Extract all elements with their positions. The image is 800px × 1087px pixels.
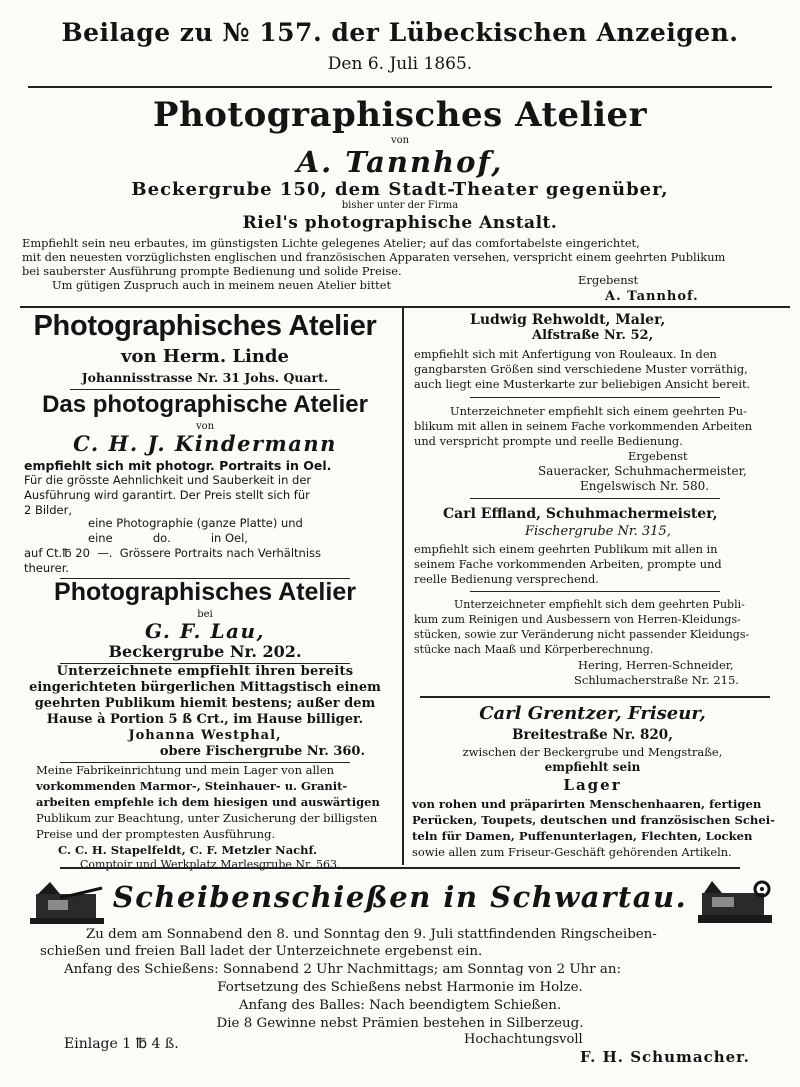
masthead-rule — [28, 86, 772, 88]
grentzer-between: zwischen der Beckergrube und Mengstraße, — [462, 745, 723, 759]
kindermann-line-6: eine do. in Oel, — [88, 531, 248, 545]
tannhof-von: von — [390, 135, 410, 146]
schwartau-title: Scheibenschießen in Schwartau. — [112, 880, 688, 914]
schwartau-signature: F. H. Schumacher. — [580, 1048, 750, 1066]
stapelfeldt-line-5: Preise und der promptesten Ausführung. — [36, 827, 276, 841]
effland-line-3: reelle Bedienung versprechend. — [414, 572, 599, 586]
rehwoldt-line-3: auch liegt eine Musterkarte zur beliebigen Ansicht bereit. — [414, 377, 751, 391]
westphal-line-1: Unterzeichnete empfiehlt ihren bereits — [56, 664, 354, 679]
kindermann-von: von — [195, 421, 215, 432]
column-divider — [402, 308, 404, 865]
schwartau-line-4: Fortsetzung des Schießens nebst Harmonie im Holze. — [217, 980, 583, 995]
saueracker-line-1: Unterzeichneter empfiehlt sich einem geehrten Pu- — [450, 404, 747, 418]
section-rule — [20, 306, 790, 308]
kindermann-line-7: auf Ct.℔ 20 —. Grössere Portraits nach Verhältniss — [24, 546, 322, 560]
stapelfeldt-line-4: Publikum zur Beachtung, unter Zusicherung der billigsten — [36, 811, 378, 825]
saueracker-sig-2: Engelswisch Nr. 580. — [580, 479, 710, 493]
rehwoldt-line-2: gangbarsten Größen sind verschiedene Muster vorräthig, — [414, 362, 748, 376]
hering-line-3: stücken, sowie zur Veränderung nicht passender Kleidungs- — [414, 628, 750, 641]
saueracker-line-3: und verspricht prompte und reelle Bedienung. — [414, 434, 683, 448]
tannhof-bisher: bisher unter der Firma — [341, 200, 459, 211]
rule-rehwoldt — [470, 397, 720, 398]
kindermann-name: C. H. J. Kindermann — [73, 431, 337, 456]
masthead-date: Den 6. Juli 1865. — [327, 54, 473, 74]
schwartau-line-6: Die 8 Gewinne nebst Prämien bestehen in Silberzeug. — [216, 1016, 584, 1031]
schwartau-line-1: Zu dem am Sonnabend den 8. und Sonntag den 9. Juli stattfindenden Ringscheiben- — [86, 927, 657, 942]
hering-line-4: stücke nach Maaß und Körperberechnung. — [414, 643, 654, 656]
tannhof-body-2: mit den neuesten vorzüglichsten englischen und französischen Apparaten versehen, verspricht einem geehrten Publikum — [22, 250, 726, 264]
stapelfeldt-line-3: arbeiten empfehle ich dem hiesigen und auswärtigen — [36, 795, 380, 809]
rehwoldt-line-1: empfiehlt sich mit Anfertigung von Rouleaux. In den — [414, 347, 717, 361]
lau-bei: bei — [197, 609, 213, 620]
grentzer-line-4: sowie allen zum Friseur-Geschäft gehörenden Artikeln. — [412, 845, 732, 859]
tannhof-address: Beckergrube 150, dem Stadt-Theater gegenüber, — [131, 179, 669, 200]
hering-sig-2: Schlumacherstraße Nr. 215. — [574, 673, 739, 687]
schwartau-einlage: Einlage 1 ℔ 4 ß. — [64, 1036, 179, 1052]
grentzer-empfiehlt: empfiehlt sein — [544, 760, 641, 774]
linde-title: Photographisches Atelier — [33, 310, 377, 342]
rule-effland — [470, 591, 720, 592]
kindermann-line-4: 2 Bilder, — [24, 503, 73, 517]
rule-hering — [420, 696, 770, 698]
tannhof-signature: A. Tannhof. — [605, 289, 699, 304]
effland-line-1: empfiehlt sich einem geehrten Publikum mit allen in — [414, 542, 718, 556]
stapelfeldt-sig-1: C. C. H. Stapelfeldt, C. F. Metzler Nachf. — [58, 843, 318, 857]
schwartau-line-5: Anfang des Balles: Nach beendigtem Schießen. — [238, 998, 562, 1013]
rule-bottom-section — [60, 867, 740, 869]
grentzer-line-1: von rohen und präparirten Menschenhaaren, fertigen — [412, 797, 762, 811]
schwartau-hochachtungsvoll: Hochachtungsvoll — [464, 1032, 583, 1047]
tannhof-title: Photographisches Atelier — [152, 95, 648, 135]
westphal-line-2: eingerichteten bürgerlichen Mittagstisch einem — [29, 680, 381, 695]
kindermann-line-1: empfiehlt sich mit photogr. Portraits in Oel. — [24, 458, 332, 473]
lau-address: Beckergrube Nr. 202. — [108, 642, 302, 661]
schwartau-line-2: schießen und freien Ball ladet der Unterzeichnete ergebenst ein. — [40, 944, 483, 959]
saueracker-sig-1: Saueracker, Schuhmachermeister, — [538, 464, 747, 478]
stapelfeldt-line-1: Meine Fabrikeinrichtung und mein Lager von allen — [36, 763, 335, 777]
saueracker-line-2: blikum mit allen in seinem Fache vorkommenden Arbeiten — [414, 419, 753, 433]
westphal-line-4: Hause à Portion 5 ß Crt., im Hause billiger. — [46, 712, 364, 727]
tannhof-body-1: Empfiehlt sein neu erbautes, im günstigsten Lichte gelegenes Atelier; auf das comfortabelste eingerichtet, — [22, 236, 640, 250]
westphal-line-3: geehrten Publikum hiemit bestens; außer dem — [34, 696, 376, 711]
westphal-sig-1: Johanna Westphal, — [128, 728, 282, 743]
linde-address: Johannisstrasse Nr. 31 Johs. Quart. — [81, 370, 329, 385]
effland-line-2: seinem Fache vorkommenden Arbeiten, prompte und — [414, 557, 722, 571]
hering-line-2: kum zum Reinigen und Ausbessern von Herren-Kleidungs- — [414, 613, 741, 626]
masthead-title: Beilage zu № 157. der Lübeckischen Anzeigen. — [61, 18, 739, 47]
stapelfeldt-line-2: vorkommenden Marmor-, Steinhauer- u. Granit- — [36, 779, 348, 793]
saueracker-ergebenst: Ergebenst — [628, 449, 688, 463]
rule-linde — [70, 389, 340, 390]
shooter-right-icon — [698, 875, 772, 923]
tannhof-name: A. Tannhof, — [296, 145, 504, 179]
lau-name: G. F. Lau, — [145, 619, 265, 643]
kindermann-line-3: Ausführung wird garantirt. Der Preis stellt sich für — [24, 488, 310, 502]
effland-head: Carl Effland, Schuhmachermeister, — [443, 506, 718, 522]
kindermann-title: Das photographische Atelier — [42, 391, 368, 418]
grentzer-head: Carl Grentzer, Friseur, — [479, 703, 706, 724]
rehwoldt-head: Ludwig Rehwoldt, Maler, — [470, 312, 666, 328]
rehwoldt-address: Alfstraße Nr. 52, — [532, 328, 654, 343]
grentzer-address: Breitestraße Nr. 820, — [512, 727, 673, 743]
grentzer-line-2: Perücken, Toupets, deutschen und französischen Schei- — [412, 813, 775, 827]
westphal-sig-2: obere Fischergrube Nr. 360. — [159, 744, 365, 759]
tannhof-body-4: Um gütigen Zuspruch auch in meinem neuen Atelier bittet — [52, 278, 392, 292]
schwartau-line-3: Anfang des Schießens: Sonnabend 2 Uhr Nachmittags; am Sonntag von 2 Uhr an: — [64, 962, 622, 977]
kindermann-line-8: theurer. — [24, 561, 70, 575]
linde-von-name: von Herm. Linde — [121, 346, 289, 367]
kindermann-line-2: Für die grösste Aehnlichkeit und Sauberkeit in der — [24, 473, 312, 487]
hering-line-1: Unterzeichneter empfiehlt sich dem geehrten Publi- — [454, 598, 745, 611]
lau-title: Photographisches Atelier — [54, 578, 356, 606]
rule-saueracker — [470, 498, 720, 499]
stapelfeldt-sig-2: Comptoir und Werkplatz Marlesgrube Nr. 563. — [80, 858, 341, 871]
tannhof-firm: Riel's photographische Anstalt. — [242, 213, 558, 233]
hering-sig-1: Hering, Herren-Schneider, — [578, 658, 734, 672]
tannhof-body-3: bei sauberster Ausführung prompte Bedienung und solide Preise. — [22, 264, 402, 278]
grentzer-line-3: teln für Damen, Puffenunterlagen, Flechten, Locken — [412, 829, 753, 843]
effland-address: Fischergrube Nr. 315, — [525, 524, 671, 539]
shooter-left-icon — [30, 880, 104, 924]
kindermann-line-5: eine Photographie (ganze Platte) und — [88, 516, 303, 530]
tannhof-ergebenst: Ergebenst — [578, 273, 639, 287]
grentzer-lager: Lager — [563, 776, 622, 794]
